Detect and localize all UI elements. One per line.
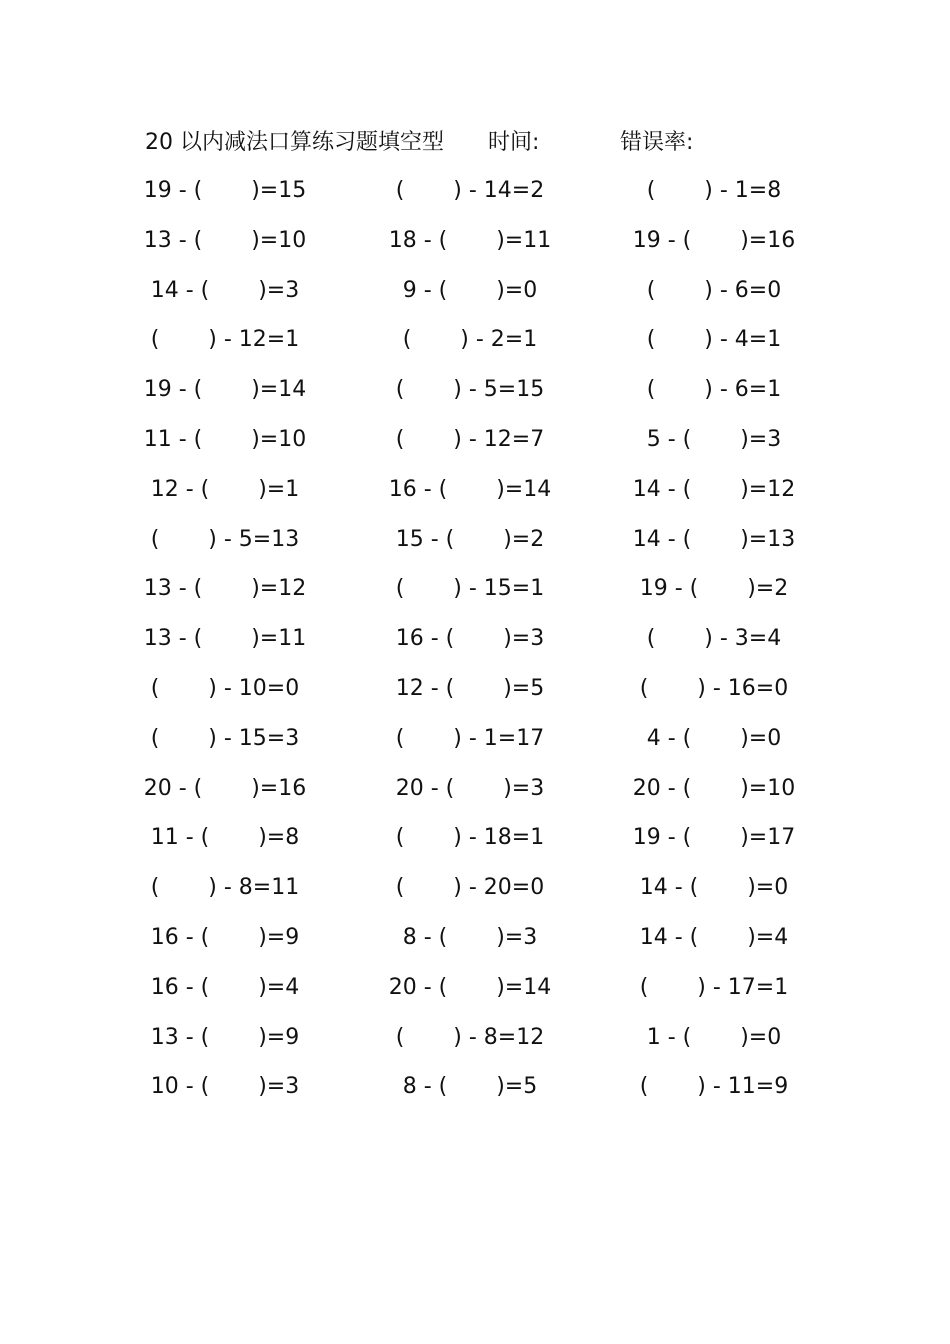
problem-cell: 8 - ( )=5 <box>402 1074 538 1100</box>
problem-row <box>0 422 950 472</box>
problem-cell: ( ) - 18=1 <box>395 825 545 851</box>
problem-cell: ( ) - 1=17 <box>395 725 545 751</box>
problem-row <box>0 223 950 273</box>
problem-cell: 14 - ( )=4 <box>639 924 789 950</box>
worksheet-header <box>0 126 950 160</box>
problem-cell: ( ) - 12=7 <box>395 426 545 452</box>
problem-cell: 16 - ( )=3 <box>395 626 545 652</box>
problem-cell: ( ) - 5=15 <box>395 377 545 403</box>
time-label: 时间: <box>488 130 540 155</box>
problem-cell: ( ) - 6=0 <box>646 277 782 303</box>
problem-cell: ( ) - 5=13 <box>150 526 300 552</box>
problem-cell: 15 - ( )=2 <box>395 526 545 552</box>
problem-cell: ( ) - 4=1 <box>646 327 782 353</box>
problem-cell: 9 - ( )=0 <box>402 277 538 303</box>
problem-cell: ( ) - 2=1 <box>402 327 538 353</box>
problem-cell: 20 - ( )=10 <box>632 775 796 801</box>
problem-cell: 10 - ( )=3 <box>150 1074 300 1100</box>
error-rate-label: 错误率: <box>620 130 694 155</box>
problem-cell: 11 - ( )=8 <box>150 825 300 851</box>
problem-cell: 19 - ( )=17 <box>632 825 796 851</box>
problem-cell: 16 - ( )=9 <box>150 924 300 950</box>
problem-row <box>0 173 950 223</box>
problem-cell: 4 - ( )=0 <box>646 725 782 751</box>
problem-cell: ( ) - 14=2 <box>395 178 545 203</box>
problem-cell: 16 - ( )=4 <box>150 974 300 1000</box>
problem-cell: ( ) - 1=8 <box>646 178 782 203</box>
problem-row <box>0 621 950 671</box>
problem-row <box>0 522 950 572</box>
problem-row <box>0 273 950 323</box>
problem-row <box>0 970 950 1020</box>
problem-row <box>0 322 950 372</box>
problem-cell: 14 - ( )=13 <box>632 526 796 552</box>
problem-cell: 13 - ( )=11 <box>143 626 307 652</box>
problem-cell: 11 - ( )=10 <box>143 426 307 452</box>
problem-cell: 19 - ( )=2 <box>639 576 789 602</box>
problem-cell: 19 - ( )=16 <box>632 227 796 253</box>
problem-cell: ( ) - 20=0 <box>395 875 545 901</box>
problem-cell: 1 - ( )=0 <box>646 1024 782 1050</box>
problem-cell: ( ) - 17=1 <box>639 974 789 1000</box>
problem-cell: 14 - ( )=12 <box>632 476 796 502</box>
problem-cell: 16 - ( )=14 <box>388 476 552 502</box>
problem-cell: ( ) - 15=1 <box>395 576 545 602</box>
worksheet-title: 20 以内减法口算练习题填空型 <box>145 130 444 155</box>
problem-cell: ( ) - 15=3 <box>150 725 300 751</box>
problem-cell: 13 - ( )=9 <box>150 1024 300 1050</box>
problem-row <box>0 721 950 771</box>
problem-cell: 13 - ( )=12 <box>143 576 307 602</box>
problem-cell: 18 - ( )=11 <box>388 227 552 253</box>
problem-cell: ( ) - 8=11 <box>150 875 300 901</box>
problem-cell: ( ) - 12=1 <box>150 327 300 353</box>
problem-cell: 12 - ( )=1 <box>150 476 300 502</box>
problem-cell: 14 - ( )=3 <box>150 277 300 303</box>
problem-cell: 12 - ( )=5 <box>395 675 545 701</box>
problem-row <box>0 571 950 621</box>
problem-row <box>0 920 950 970</box>
problem-cell: ( ) - 3=4 <box>646 626 782 652</box>
problem-row <box>0 372 950 422</box>
problem-cell: 20 - ( )=3 <box>395 775 545 801</box>
problem-row <box>0 671 950 721</box>
problem-row <box>0 771 950 821</box>
problem-cell: 14 - ( )=0 <box>639 875 789 901</box>
problem-cell: ( ) - 6=1 <box>646 377 782 403</box>
problem-row <box>0 1020 950 1070</box>
problem-cell: 8 - ( )=3 <box>402 924 538 950</box>
problem-cell: 20 - ( )=16 <box>143 775 307 801</box>
problem-cell: ( ) - 8=12 <box>395 1024 545 1050</box>
problem-row <box>0 870 950 920</box>
problem-row <box>0 1069 950 1119</box>
problem-cell: ( ) - 10=0 <box>150 675 300 701</box>
problem-row <box>0 472 950 522</box>
problem-row <box>0 820 950 870</box>
problem-cell: 20 - ( )=14 <box>388 974 552 1000</box>
problem-grid <box>0 173 950 1119</box>
problem-cell: 5 - ( )=3 <box>646 426 782 452</box>
problem-cell: ( ) - 11=9 <box>639 1074 789 1100</box>
problem-cell: 19 - ( )=14 <box>143 377 307 403</box>
problem-cell: 19 - ( )=15 <box>143 178 307 203</box>
problem-cell: ( ) - 16=0 <box>639 675 789 701</box>
problem-cell: 13 - ( )=10 <box>143 227 307 253</box>
